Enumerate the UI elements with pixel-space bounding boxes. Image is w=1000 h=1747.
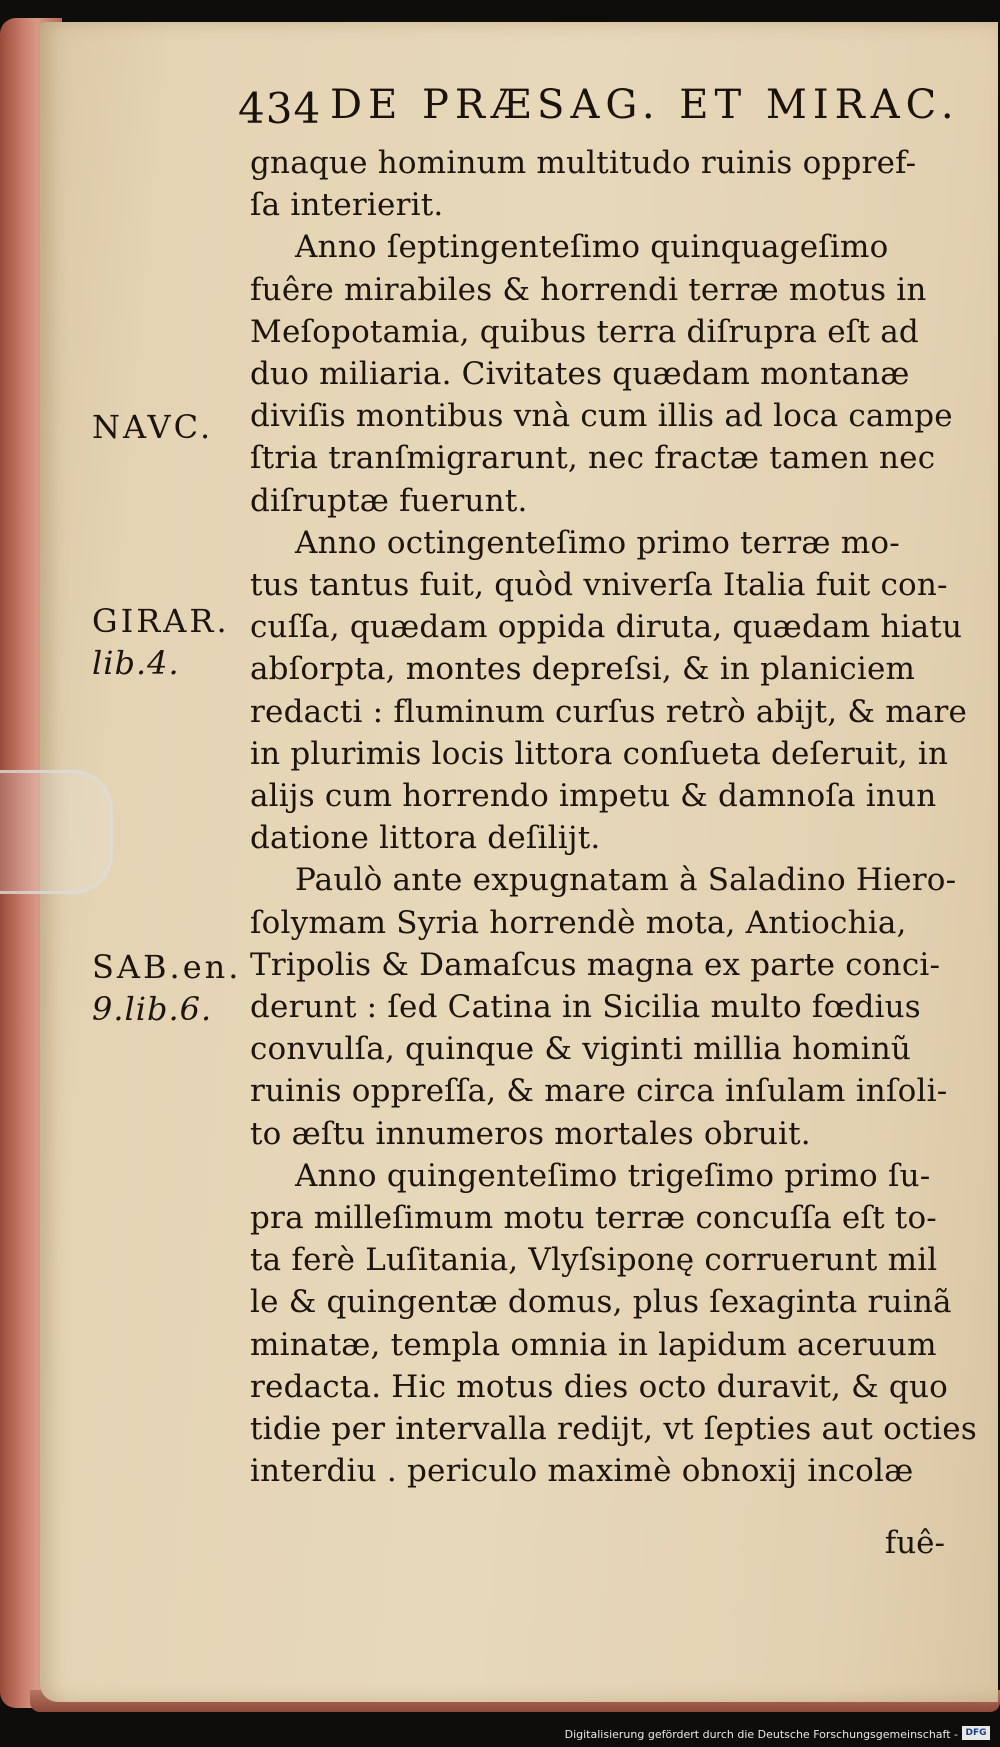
text-line: ſa interierit. bbox=[250, 187, 444, 224]
text-line: cuſſa, quædam oppida diruta, quædam hiatu bbox=[250, 609, 963, 646]
page-clip bbox=[0, 770, 113, 894]
text-line: ta ferè Luſitania, Vlyſsiponę corruerunt mil bbox=[250, 1242, 938, 1279]
margin-note-lib6: 9.lib.6. bbox=[92, 990, 213, 1028]
text-line: derunt : ſed Catina in Sicilia multo fœdius bbox=[250, 989, 921, 1025]
text-line: to æſtu innumeros mortales obruit. bbox=[250, 1115, 811, 1152]
text-line: in plurimis locis littora conſueta deſeruit, in bbox=[250, 735, 949, 772]
text-line: ſtria tranſmigrarunt, nec fractæ tamen nec bbox=[250, 440, 936, 477]
text-line: tus tantus fuit, quòd vniverſa Italia fuit con- bbox=[250, 567, 948, 603]
text-line: Anno ſeptingenteſimo quinquageſimo bbox=[295, 229, 889, 266]
text-line: Anno quingenteſimo trigeſimo primo ſu- bbox=[295, 1157, 931, 1194]
text-line: ruinis oppreſſa, & mare circa inſulam inſoli- bbox=[250, 1073, 948, 1110]
text-line: Paulò ante expugnatam à Saladino Hiero- bbox=[295, 862, 957, 899]
text-line: abſorpta, montes depreſsi, & in planiciem bbox=[250, 651, 916, 688]
text-line: duo miliaria. Civitates quædam montanæ bbox=[250, 356, 910, 392]
margin-note-girar: GIRAR. bbox=[92, 602, 230, 640]
margin-note-navc: NAVC. bbox=[92, 408, 214, 446]
margin-note-saben: SAB.en. bbox=[92, 948, 242, 986]
text-line: redacta. Hic motus dies octo duravit, & quo bbox=[250, 1368, 949, 1405]
margin-note-lib4: lib.4. bbox=[92, 644, 180, 682]
catchword: fuê- bbox=[884, 1525, 945, 1561]
text-line: diſruptæ fuerunt. bbox=[250, 482, 528, 519]
text-line: pra milleſimum motu terræ concuſſa eſt to- bbox=[250, 1200, 937, 1236]
text-line: Anno octingenteſimo primo terræ mo- bbox=[295, 524, 900, 561]
text-line: fuêre mirabiles & horrendi terræ motus in bbox=[250, 271, 927, 308]
text-line: convulſa, quinque & viginti millia hominũ bbox=[250, 1031, 912, 1068]
text-line: ſolymam Syria horrendè mota, Antiochia, bbox=[250, 904, 907, 941]
text-line: alijs cum horrendo impetu & damnoſa inun bbox=[250, 778, 937, 814]
digitization-credit: Digitalisierung gefördert durch die Deutsche Forschungsgemeinschaft - bbox=[564, 1728, 958, 1741]
text-line: datione littora deſilijt. bbox=[250, 820, 601, 857]
text-line: redacti : fluminum curſus retrò abijt, & mare bbox=[250, 693, 968, 730]
text-line: le & quingentæ domus, plus ſexaginta ruinã bbox=[250, 1284, 952, 1321]
text-line: gnaque hominum multitudo ruinis oppref- bbox=[250, 145, 917, 181]
text-line: minatæ, templa omnia in lapidum aceruum bbox=[250, 1326, 937, 1363]
text-line: Meſopotamia, quibus terra diſrupra eſt ad bbox=[250, 313, 919, 350]
text-line: tidie per intervalla redijt, vt ſepties aut octies bbox=[250, 1411, 977, 1447]
text-line: interdiu . periculo maximè obnoxij incolæ bbox=[250, 1453, 914, 1490]
page-number: 434 bbox=[238, 84, 322, 133]
text-line: Tripolis & Damaſcus magna ex parte conci- bbox=[250, 946, 941, 983]
dfg-logo-icon: DFG bbox=[962, 1726, 990, 1740]
text-line: diviſis montibus vnà cum illis ad loca campe bbox=[250, 398, 953, 435]
running-title: DE PRÆSAG. ET MIRAC. bbox=[330, 82, 960, 128]
